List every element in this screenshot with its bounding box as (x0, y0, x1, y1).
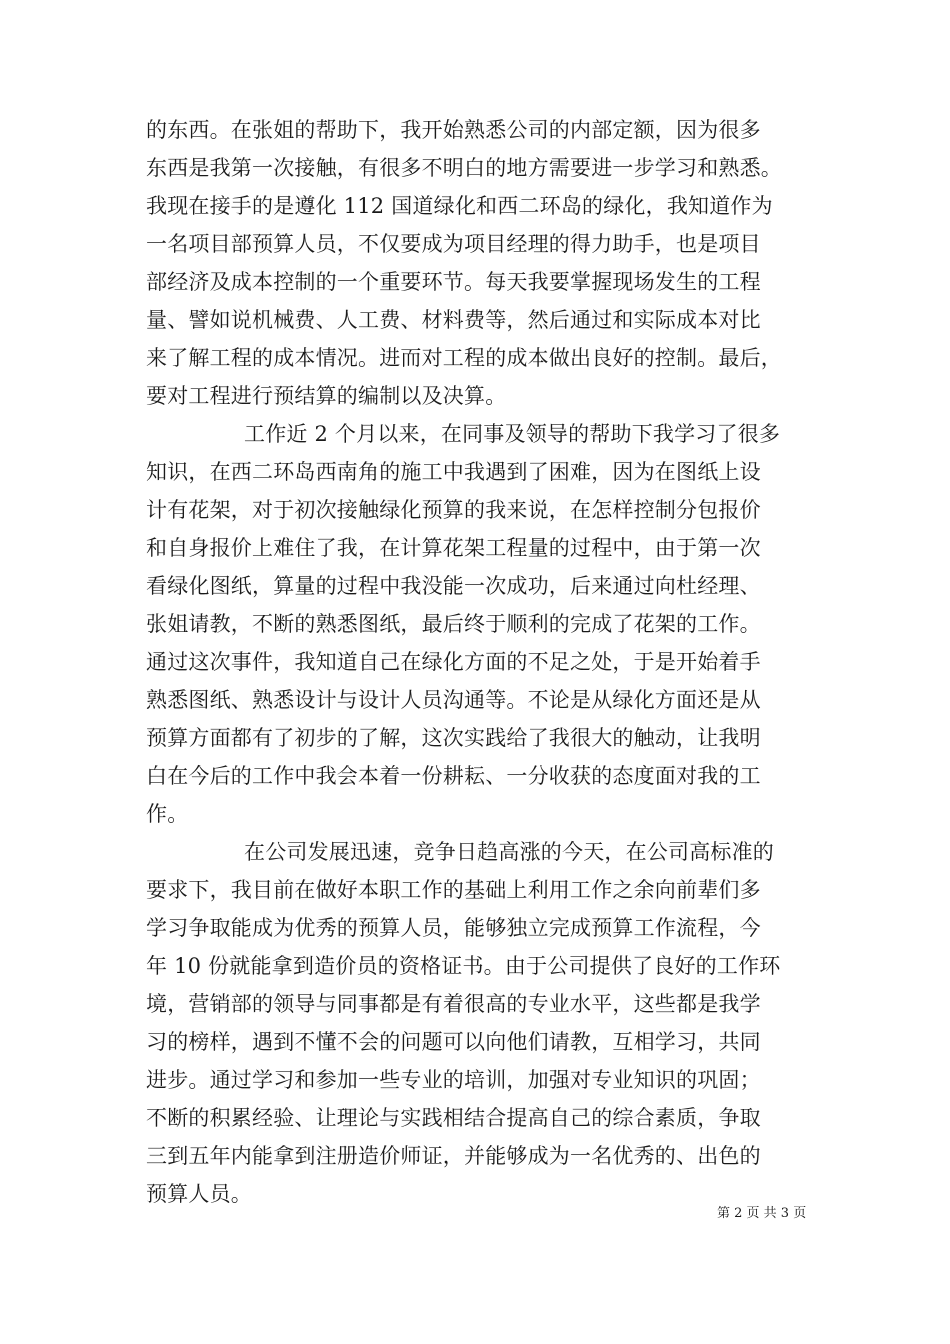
text-line: 作。 (146, 802, 189, 826)
text-line: 境，营销部的领导与同事都是有着很高的专业水平，这些都是我学 (146, 992, 761, 1016)
text-line: 预算人员。 (146, 1182, 252, 1206)
text-line: 来了解工程的成本情况。进而对工程的成本做出良好的控制。最后， (146, 346, 782, 370)
text-line: 量、譬如说机械费、人工费、材料费等，然后通过和实际成本对比 (146, 308, 761, 332)
text-line: 张姐请教，不断的熟悉图纸，最后终于顺利的完成了花架的工作。 (146, 612, 761, 636)
text-line: 习的榜样，遇到不懂不会的问题可以向他们请教，互相学习，共同 (146, 1030, 761, 1054)
text-line: 部经济及成本控制的一个重要环节。每天我要掌握现场发生的工程 (146, 270, 761, 294)
text-line: 白在今后的工作中我会本着一份耕耘、一分收获的态度面对我的工 (146, 764, 761, 788)
text-line: 三到五年内能拿到注册造价师证，并能够成为一名优秀的、出色的 (146, 1144, 761, 1168)
text-line: 知识，在西二环岛西南角的施工中我遇到了困难，因为在图纸上设 (146, 460, 761, 484)
text-line: 的东西。在张姐的帮助下，我开始熟悉公司的内部定额，因为很多 (146, 118, 761, 142)
page-number-footer: 第 2 页 共 3 页 (717, 1206, 807, 1221)
text-line: 熟悉图纸、熟悉设计与设计人员沟通等。不论是从绿化方面还是从 (146, 688, 761, 712)
text-line: 预算方面都有了初步的了解，这次实践给了我很大的触动，让我明 (146, 726, 761, 750)
text-line: 我现在接手的是遵化 112 国道绿化和西二环岛的绿化，我知道作为 (146, 194, 773, 218)
text-line-indented: 工作近 2 个月以来，在同事及领导的帮助下我学习了很多 (244, 422, 781, 446)
text-line: 要求下，我目前在做好本职工作的基础上利用工作之余向前辈们多 (146, 878, 761, 902)
text-line: 和自身报价上难住了我，在计算花架工程量的过程中，由于第一次 (146, 536, 761, 560)
text-line: 看绿化图纸，算量的过程中我没能一次成功，后来通过向杜经理、 (146, 574, 761, 598)
text-line: 东西是我第一次接触，有很多不明白的地方需要进一步学习和熟悉。 (146, 156, 782, 180)
text-line: 年 10 份就能拿到造价员的资格证书。由于公司提供了良好的工作环 (146, 954, 781, 978)
text-line-indented: 在公司发展迅速，竞争日趋高涨的今天，在公司高标准的 (244, 840, 774, 864)
text-line: 不断的积累经验、让理论与实践相结合提高自己的综合素质，争取 (146, 1106, 761, 1130)
text-line: 一名项目部预算人员，不仅要成为项目经理的得力助手，也是项目 (146, 232, 761, 256)
text-line: 要对工程进行预结算的编制以及决算。 (146, 384, 507, 408)
text-line: 学习争取能成为优秀的预算人员，能够独立完成预算工作流程，今 (146, 916, 761, 940)
text-line: 进步。通过学习和参加一些专业的培训，加强对专业知识的巩固； (146, 1068, 761, 1092)
text-line: 通过这次事件，我知道自己在绿化方面的不足之处，于是开始着手 (146, 650, 761, 674)
text-line: 计有花架，对于初次接触绿化预算的我来说，在怎样控制分包报价 (146, 498, 761, 522)
